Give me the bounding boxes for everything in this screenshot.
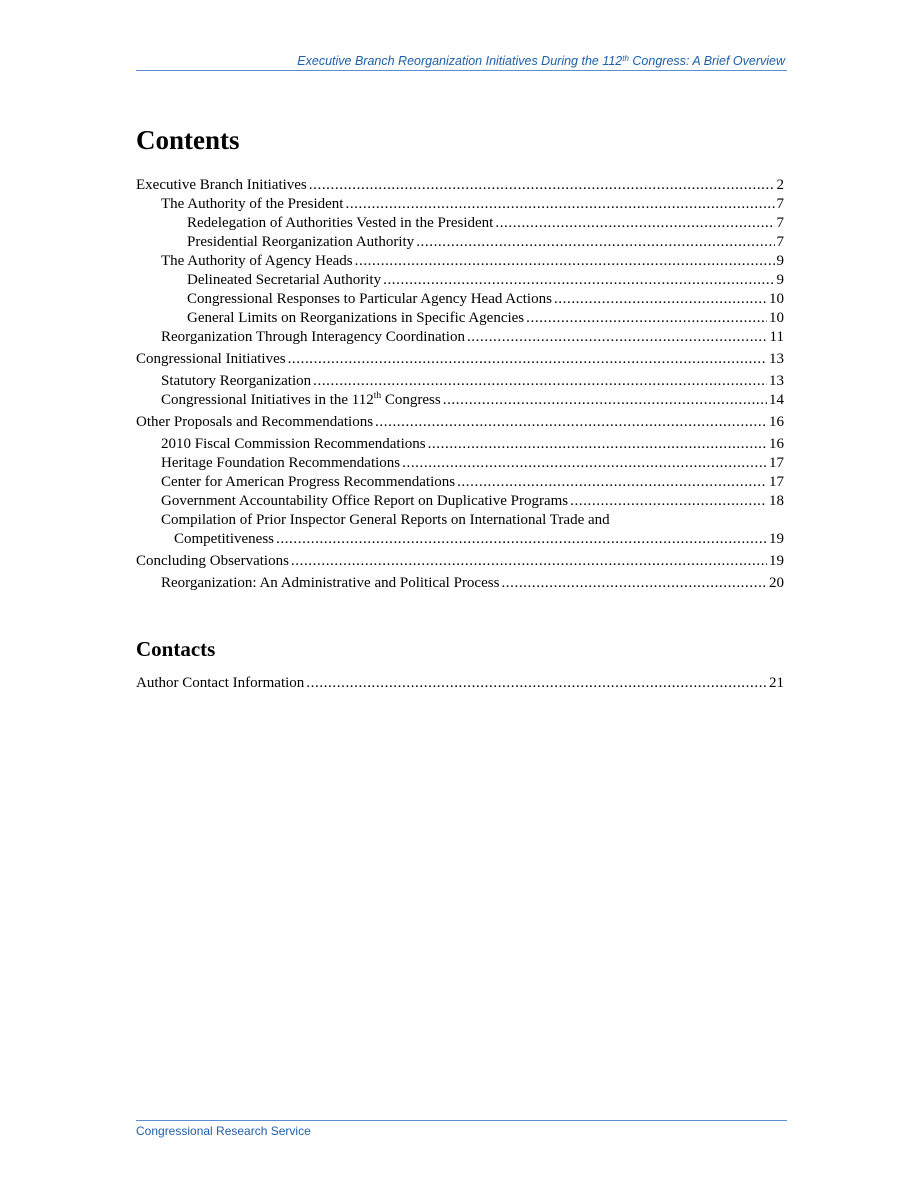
- document-title: Executive Branch Reorganization Initiatives During the 112th Congress: A Brief Overview: [297, 54, 785, 68]
- toc-entry[interactable]: Congressional Responses to Particular Agency Head Actions ..... 10: [136, 290, 784, 309]
- toc-entry[interactable]: Presidential Reorganization Authority ..... 7: [136, 233, 784, 252]
- contacts-heading: Contacts: [136, 637, 216, 661]
- toc-entry[interactable]: Delineated Secretarial Authority ..... 9: [136, 271, 784, 290]
- contacts-list: [136, 674, 784, 693]
- toc-entry[interactable]: The Authority of the President ..... 7: [136, 195, 784, 214]
- table-of-contents: [136, 176, 784, 593]
- toc-entry[interactable]: Congressional Initiatives in the 112th Congress ..... 14: [136, 391, 784, 410]
- toc-entry[interactable]: The Authority of Agency Heads ..... 9: [136, 252, 784, 271]
- running-header: [136, 54, 787, 70]
- toc-entry[interactable]: Government Accountability Office Report on Duplicative Programs ..... 18: [136, 492, 784, 511]
- toc-entry[interactable]: Concluding Observations ..... 19: [136, 552, 784, 571]
- toc-entry[interactable]: 2010 Fiscal Commission Recommendations ..... 16: [136, 435, 784, 454]
- toc-entry[interactable]: Other Proposals and Recommendations ..... 16: [136, 413, 784, 432]
- toc-entry[interactable]: Statutory Reorganization ..... 13: [136, 372, 784, 391]
- toc-entry[interactable]: Congressional Initiatives ..... 13: [136, 350, 784, 369]
- footer-divider: [136, 1120, 787, 1121]
- contents-heading: Contents: [136, 125, 240, 155]
- toc-entry[interactable]: Executive Branch Initiatives ..... 2: [136, 176, 784, 195]
- toc-entry-line1[interactable]: Compilation of Prior Inspector General Reports on International Trade and: [161, 512, 610, 528]
- toc-entry[interactable]: General Limits on Reorganizations in Specific Agencies ..... 10: [136, 309, 784, 328]
- toc-entry[interactable]: Reorganization Through Interagency Coordination ..... 11: [136, 328, 784, 347]
- toc-entry[interactable]: Center for American Progress Recommendations ..... 17: [136, 473, 784, 492]
- footer-publisher: Congressional Research Service: [136, 1124, 311, 1138]
- toc-entry[interactable]: Reorganization: An Administrative and Political Process ..... 20: [136, 574, 784, 593]
- toc-entry[interactable]: Heritage Foundation Recommendations ..... 17: [136, 454, 784, 473]
- toc-entry[interactable]: Author Contact Information ..... 21: [136, 674, 784, 693]
- toc-entry[interactable]: Competitiveness ..... 19: [136, 530, 784, 549]
- toc-entry[interactable]: Redelegation of Authorities Vested in the President ..... 7: [136, 214, 784, 233]
- header-divider: [136, 70, 787, 71]
